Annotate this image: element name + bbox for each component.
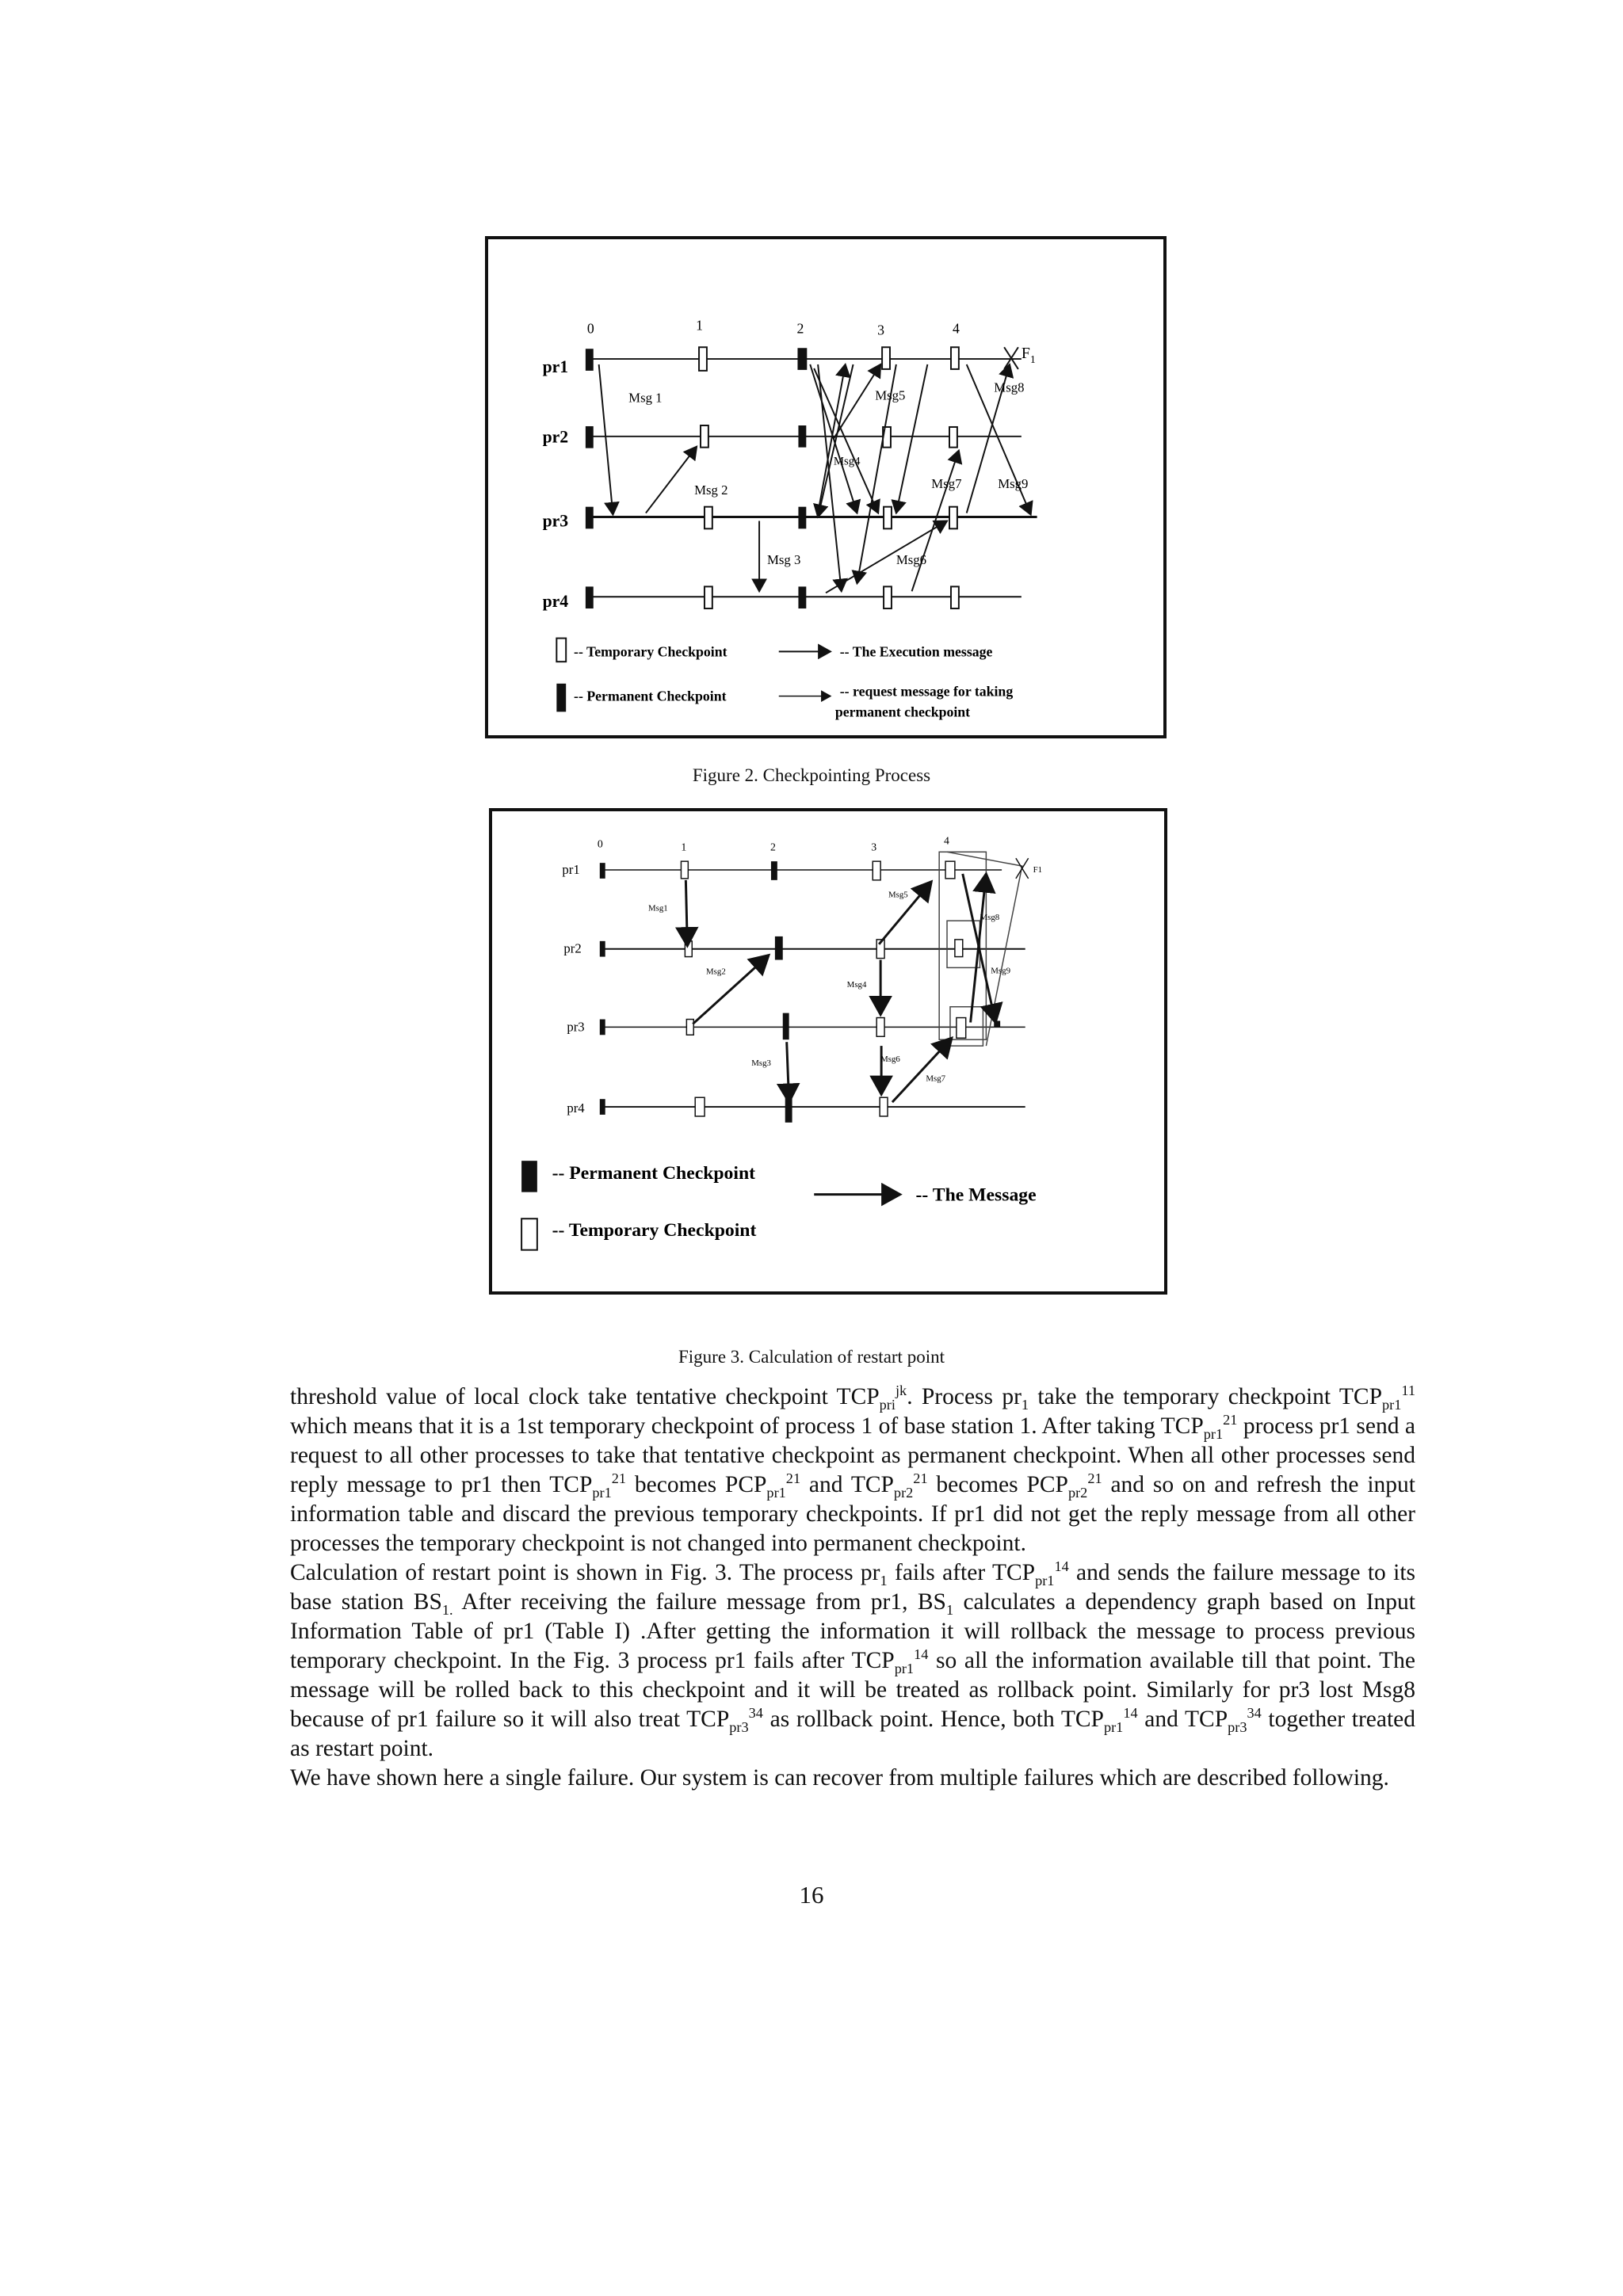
fig2-req-arrow-6 [896,364,927,513]
fig3-process-label-pr2: pr2 [563,940,582,956]
fig2-msg6-arrow [826,521,947,593]
paragraph-3: We have shown here a single failure. Our system is can recover from multiple failures which are described following. [290,1765,1389,1791]
page-number: 16 [799,1881,824,1909]
fig3-msg5-label: Msg5 [888,890,908,900]
fig3-legend-permanent: -- Permanent Checkpoint [552,1162,756,1184]
fig3-pcp-pr1-0 [600,863,605,879]
fig3-process-label-pr4: pr4 [567,1100,585,1116]
fig2-tcp-pr1-4 [951,347,959,369]
fig2-pcp-pr3-0 [586,507,594,529]
fig3-col-label-1: 1 [681,841,687,853]
fig3-tcp-pr3-4 [957,1018,966,1039]
fig3-pcp-pr1-2 [771,861,777,880]
fig2-msg1-label: Msg 1 [628,390,663,406]
fig2-pcp-pr2-2 [798,425,806,448]
fig2-msg7-label: Msg7 [931,475,962,491]
fig2-legend-execution: -- The Execution message [839,643,993,660]
fig3-msg9-arrow [963,874,995,1023]
fig2-process-label-pr3: pr3 [542,511,569,531]
fig2-msg3-label: Msg 3 [766,551,801,567]
fig2-legend-permanent-icon [556,684,566,712]
fig2-pcp-pr1-2 [797,348,807,370]
fig2-col-label-4: 4 [952,320,960,337]
fig2-process-label-pr1: pr1 [542,357,569,376]
fig2-msg6-label: Msg6 [896,551,927,567]
fig3-tcp-pr4-1 [695,1097,705,1116]
fig2-permanent-checkpoints [586,348,807,608]
fig3-msg3-label: Msg3 [751,1058,771,1068]
paragraph-2: Calculation of restart point is shown in Fig. 3. The process $pr_1$ fails after $TCP_{pr1}^{14}$ and sends the failure message to its base station $BS_{1.}$ After receiving the failure message from pr1, $BS_1$ calculates a dependency graph based on Input Information Table of pr1 (Table I) .After getting the information it will rollback the message to process previous temporary checkpoint. In the Fig. 3 process pr1 fails after $TCP_{pr1}^{14}$ so all the information available till that point. The message will be rolled back to this checkpoint and it will be treated as rollback point. Similarly for pr3 lost Msg8 because of pr1 failure so it will also treat $TCP_{pr3}^{34}$ as rollback point. Hence, both $TCP_{pr1}^{14}$ and $TCP_{pr3}^{34}$ together treated as restart point. [290,1558,1416,1761]
fig3-col-label-4: 4 [944,834,949,847]
fig2-legend-request-line1: -- request message for taking [839,683,1014,700]
fig2-col-label-1: 1 [696,317,703,334]
fig2-legend-temporary-icon [556,639,566,662]
fig3-tcp-pr1-3 [873,861,880,880]
fig2-tcp-pr4-1 [705,586,712,608]
fig3-msg9-label: Msg9 [991,966,1011,976]
fig3-process-label-pr1: pr1 [562,861,580,877]
fig2-pcp-pr3-2 [798,507,806,529]
fig2-col-label-0: 0 [586,320,594,337]
fig2-tcp-pr4-3 [884,586,892,608]
fig2-col-label-2: 2 [796,320,804,337]
fig3-col-label-0: 0 [597,837,603,850]
fig2-legend-temporary: -- Temporary Checkpoint [574,643,727,660]
fig2-pcp-pr1-0 [586,349,594,371]
fig2-req-arrow-1 [810,364,857,513]
fig2-msg5-label: Msg5 [875,387,906,403]
fig3-col-label-2: 2 [769,841,776,853]
fig3-msg7-arrow [892,1038,952,1102]
fig3-message-arrows [685,874,995,1102]
fig3-tcp-pr1-4 [945,861,955,879]
fig3-permanent-checkpoints [600,861,792,1123]
fig3-msg8-label: Msg8 [980,913,1000,923]
fig3-msg1-arrow [685,880,687,946]
fig2-failure-label: $F_1$ [1021,345,1036,366]
fig2-msg5-arrow [834,364,880,439]
paragraph-1: threshold value of local clock take tentative checkpoint $TCP_{pri}^{jk}$. Process $pr_1$ take the temporary checkpoint $TCP_{pr1}^{11}$ which means that it is a 1st temporary checkpoint of process 1 of base station 1. After taking $TCP_{pr1}^{21}$ process pr1 send a request to all other processes to take that tentative checkpoint as permanent checkpoint. When all other processes send reply message to pr1 then $TCP_{pr1}^{21}$ becomes $PCP_{pr1}^{21}$ and $TCP_{pr2}^{21}$ becomes $PCP_{pr2}^{21}$ and so on and refresh the input information table and discard the previous temporary checkpoints. If pr1 did not get the reply message from all other processes the temporary checkpoint is not changed into permanent checkpoint. [290,1383,1415,1556]
fig3-tcp-pr3-1 [686,1020,693,1035]
fig3-msg9-endpoint [994,1021,1000,1028]
fig2-process-label-pr4: pr4 [542,592,569,612]
fig3-msg2-arrow [693,955,769,1024]
fig2-tcp-pr2-1 [701,425,708,448]
figure-2-caption: Figure 2. Checkpointing Process [692,765,931,785]
fig3-tcp-pr1-1 [681,861,688,879]
fig3-tcp-pr4-3 [880,1097,888,1116]
fig2-pcp-pr4-0 [586,586,594,608]
fig3-pcp-pr4-0 [600,1099,605,1115]
fig2-legend-request-line2: permanent checkpoint [834,704,971,720]
figure-2 [485,236,1167,738]
fig2-tcp-pr4-4 [951,586,959,608]
fig3-tcp-pr2-1 [685,941,692,957]
fig2-req-arrow-2 [818,364,842,591]
fig2-tcp-pr3-3 [884,507,892,529]
fig3-col-label-3: 3 [871,841,877,853]
fig3-failure-label: F1 [1033,864,1043,875]
fig3-pcp-pr3-0 [600,1020,605,1035]
fig3-pcp-pr2-0 [600,941,605,957]
fig3-msg6-label: Msg6 [880,1054,900,1064]
fig2-msg2-label: Msg 2 [694,482,728,498]
fig3-process-label-pr3: pr3 [567,1019,585,1035]
fig2-process-label-pr2: pr2 [542,427,569,447]
fig2-tcp-pr3-4 [949,507,957,529]
fig2-msg8-label: Msg8 [994,379,1025,395]
fig3-msg1-label: Msg1 [647,903,668,913]
fig2-msg9-label: Msg9 [998,475,1029,491]
fig2-message-arrows [599,364,1031,593]
fig3-pcp-pr3-2 [783,1013,789,1040]
fig3-legend-permanent-icon [521,1161,537,1192]
fig2-msg2-arrow [646,447,697,513]
figure-2-diagram [488,239,1163,735]
figure-3-caption: Figure 3. Calculation of restart point [678,1347,945,1367]
body-text [290,1383,1415,1793]
fig2-tcp-pr1-1 [699,347,707,371]
fig3-legend-temporary: -- Temporary Checkpoint [552,1219,757,1241]
fig3-temporary-checkpoints [681,861,965,1116]
fig3-tcp-pr2-4 [955,940,963,957]
fig2-legend-permanent: -- Permanent Checkpoint [574,688,727,704]
fig3-msg7-label: Msg7 [926,1074,946,1084]
fig2-msg4-label: Msg4 [833,455,861,468]
fig2-pcp-pr2-0 [586,426,594,448]
figure-3 [489,808,1167,1295]
fig2-tcp-pr1-3 [882,347,890,369]
fig2-pcp-pr4-2 [798,586,806,608]
fig2-msg1-arrow [599,364,613,515]
fig3-msg4-label: Msg4 [846,980,867,990]
fig3-legend-message: -- The Message [915,1184,1037,1206]
fig3-msg2-label: Msg2 [706,967,726,977]
fig2-tcp-pr2-4 [949,427,957,448]
figure-3-diagram [492,811,1164,1291]
fig3-legend-temporary-icon [521,1219,537,1249]
fig2-tcp-pr3-1 [705,507,712,529]
fig2-col-label-3: 3 [877,322,885,338]
fig3-pcp-pr2-2 [775,936,783,960]
fig3-tcp-pr3-3 [876,1018,884,1037]
